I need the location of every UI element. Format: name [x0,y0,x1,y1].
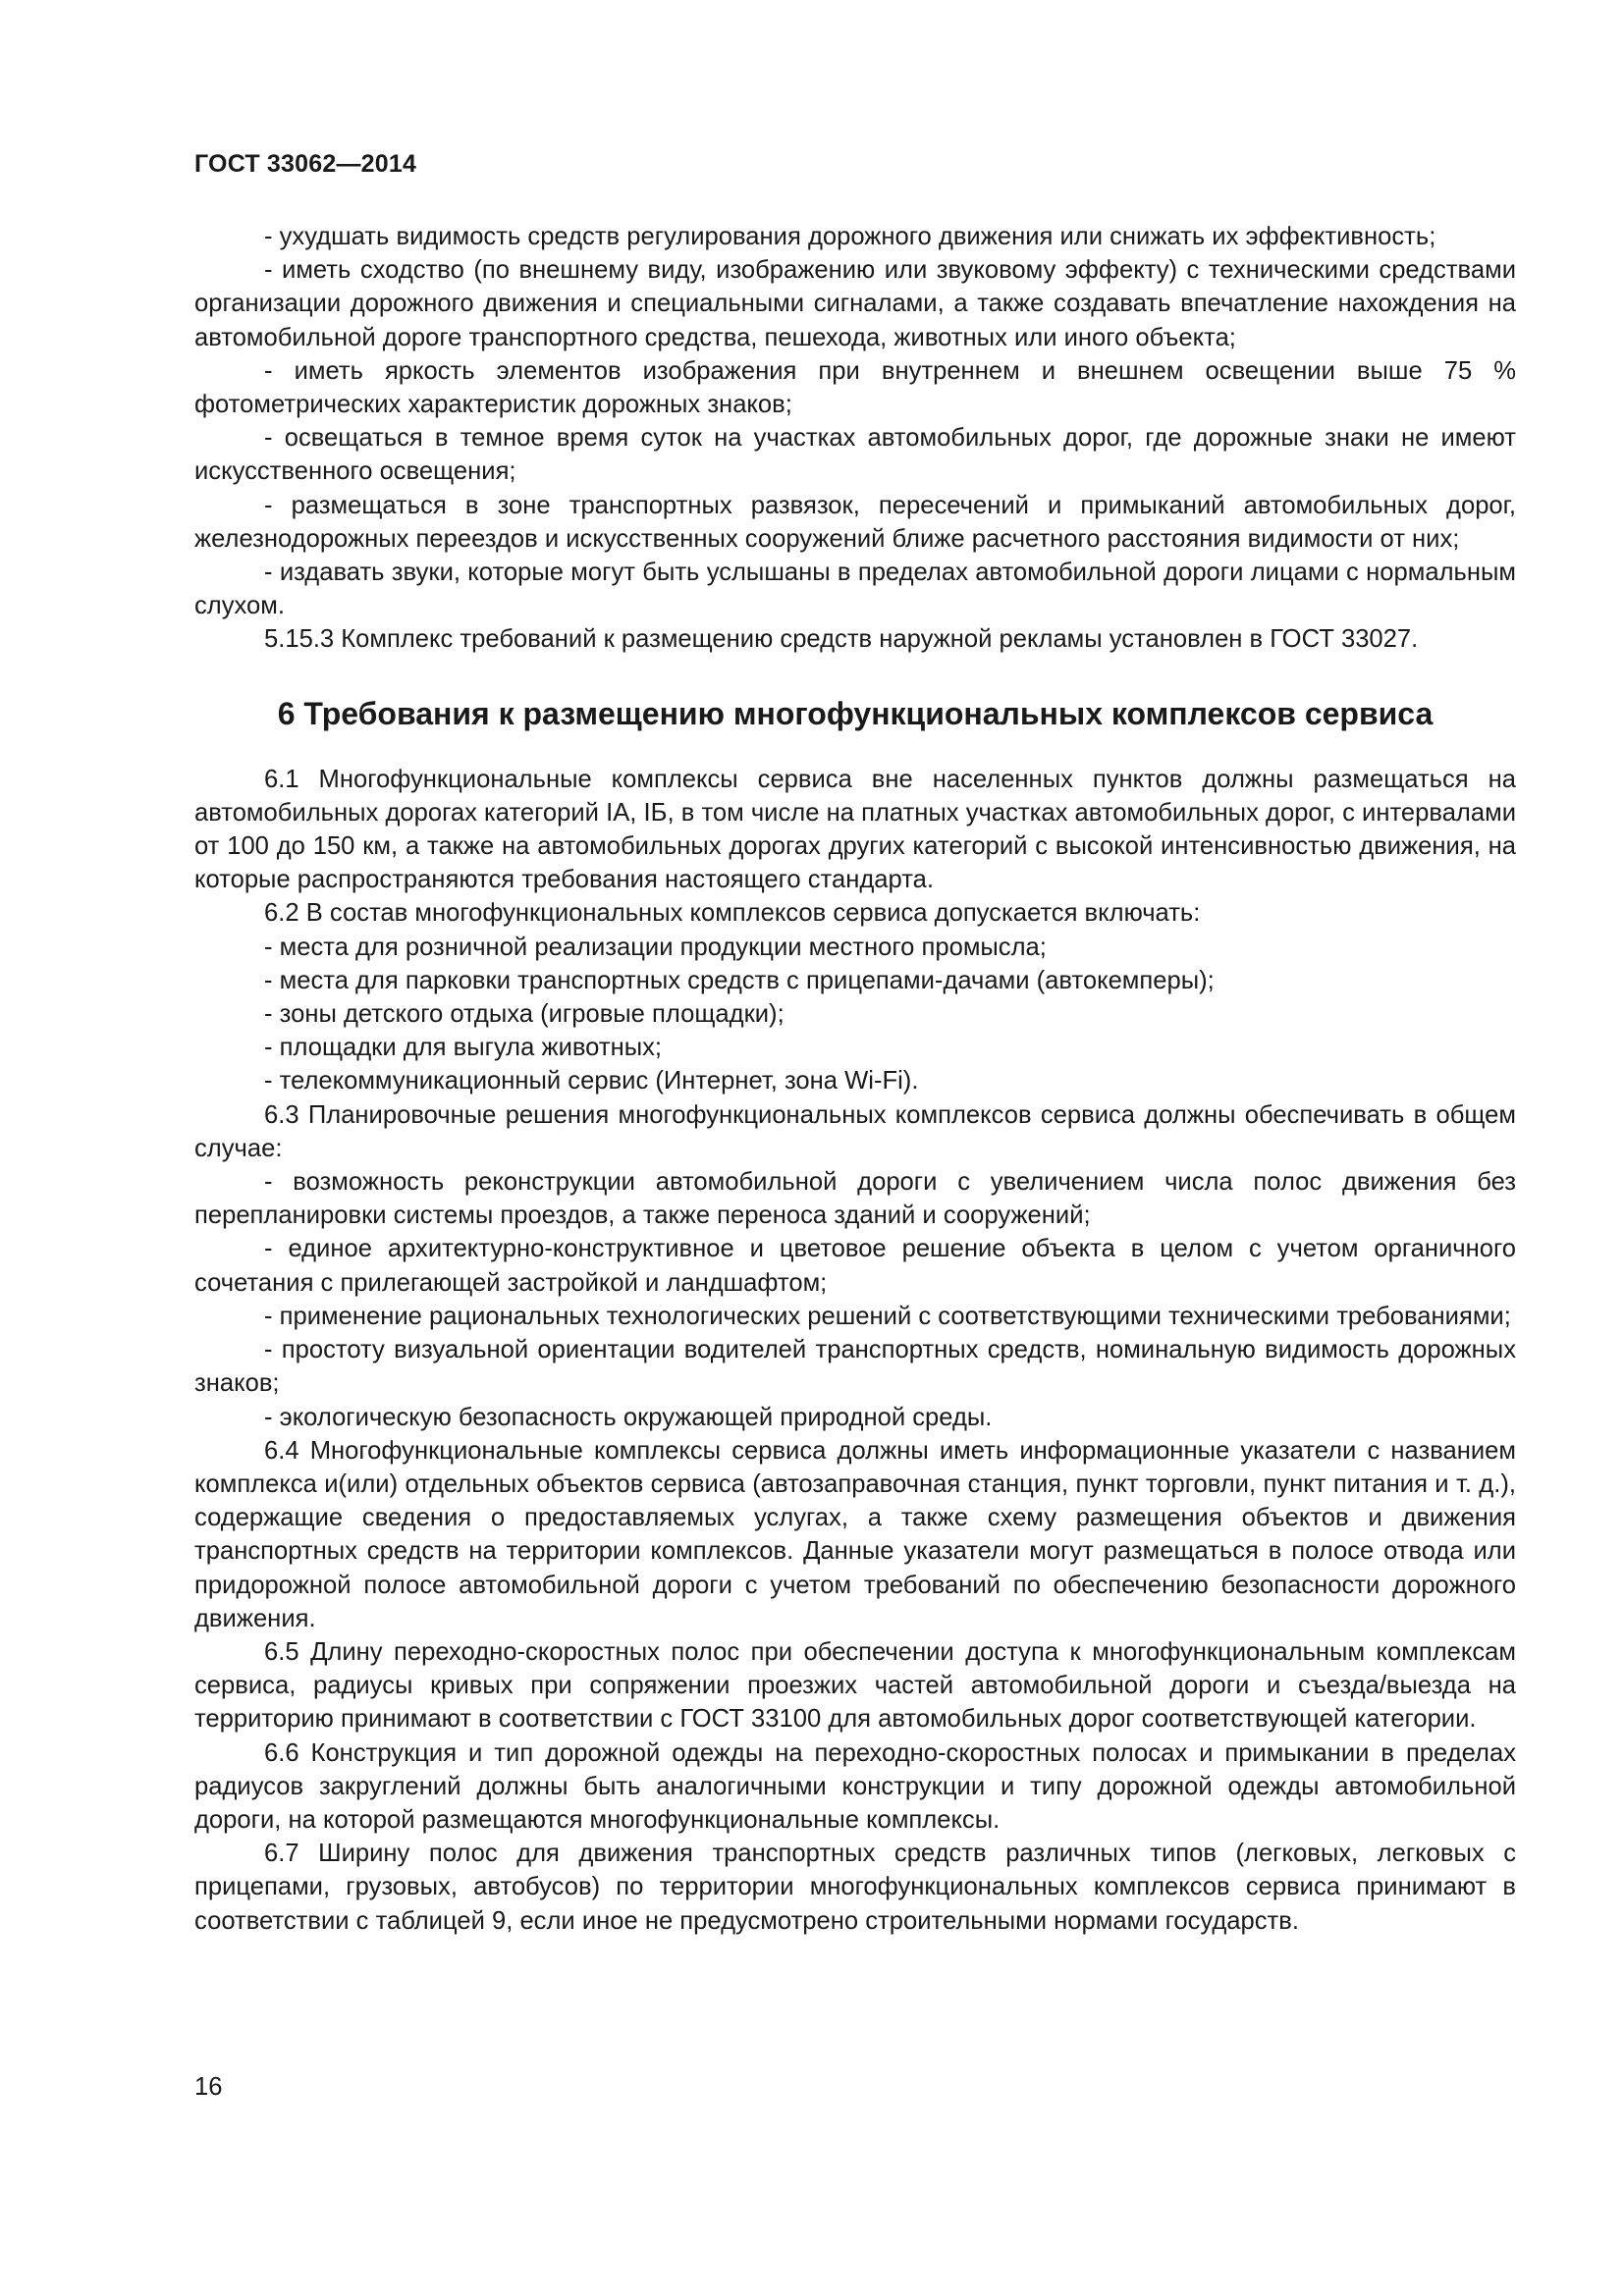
list-item: - возможность реконструкции автомобильной дороги с увеличением числа полос движения без перепланировки системы проездов, а также переноса зданий и сооружений; [194,1168,1516,1230]
list-item: - экологическую безопасность окружающей природной среды. [264,1403,993,1431]
list-item: - площадки для выгула животных; [264,1034,663,1062]
list-item: - зоны детского отдыха (игровые площадки); [264,1000,785,1029]
page-number: 16 [194,2073,223,2101]
clause-6-2: 6.2 В состав многофункциональных комплексов сервиса допускается включать: [264,899,1201,928]
section-6-heading: 6 Требования к размещению многофункциональных комплексов сервиса [277,695,1434,731]
list-item: - места для парковки транспортных средств с прицепами-дачами (автокемперы); [264,966,1215,994]
list-item: - простоту визуальной ориентации водителей транспортных средств, номинальную видимость дорожных знаков; [194,1336,1516,1398]
clause-5-15-3: 5.15.3 Комплекс требований к размещению средств наружной рекламы установлен в ГОСТ 33027. [264,625,1419,654]
clause-6-6: 6.6 Конструкция и тип дорожной одежды на переходно-скоростных полосах и примыкании в пределах радиусов закруглений должны быть аналогичными конструкции и типу дорожной одежды автомобильной дороги, на которой размещаются многофункциональные комплексы. [194,1738,1516,1834]
list-item: - издавать звуки, которые могут быть услышаны в пределах автомобильной дороги лицами с нормальным слухом. [194,559,1516,620]
list-item: - размещаться в зоне транспортных развязок, пересечений и примыканий автомобильных дорог, железнодорожных переездов и искусственных сооружений ближе расчетного расстояния видимости от них; [194,491,1516,553]
list-item: - иметь сходство (по внешнему виду, изображению или звуковому эффекту) с техническими средствами организации дорожного движения и специальными сигналами, а также создавать впечатление нахождения на автомобильной дороге транспортного средства, пешехода, животных или иного объекта; [194,256,1516,351]
clause-6-5: 6.5 Длину переходно-скоростных полос при обеспечении доступа к многофункциональным комплексам сервиса, радиусы кривых при сопряжении проезжих частей автомобильной дороги и съезда/выезда на территорию принимают в соответствии с ГОСТ 33100 для автомобильных дорог соответствующей категории. [194,1637,1516,1734]
list-item: - единое архитектурно-конструктивное и цветовое решение объекта в целом с учетом органичного сочетания с прилегающей застройкой и ландшафтом; [194,1235,1516,1297]
list-item: - места для розничной реализации продукции местного промысла; [264,933,1047,961]
list-item: - телекоммуникационный сервис (Интернет, зона Wi-Fi). [264,1067,919,1095]
list-item: - освещаться в темное время суток на участках автомобильных дорог, где дорожные знаки не имеют искусственного освещения; [194,424,1516,486]
clause-6-1: 6.1 Многофункциональные комплексы сервиса вне населенных пунктов должны размещаться на автомобильных дорогах категорий IA, IБ, в том числе на платных участках автомобильных дорог, с интервалами от 100 до 150 км, а также на автомобильных дорогах других категорий с высокой интенсивностью движения, на которые распространяются требования настоящего стандарта. [194,765,1516,894]
list-item: - ухудшать видимость средств регулирования дорожного движения или снижать их эффективность; [264,223,1436,250]
clause-6-7: 6.7 Ширину полос для движения транспортных средств различных типов (легковых, легковых с прицепами, грузовых, автобусов) по территории многофункциональных комплексов сервиса принимают в соответствии с таблицей 9, если иное не предусмотрено строительными нормами государств. [194,1840,1516,1935]
document-body [194,220,1516,1938]
clause-6-4: 6.4 Многофункциональные комплексы сервиса должны иметь информационные указатели с названием комплекса и(или) отдельных объектов сервиса (автозаправочная станция, пункт торговли, пункт питания и т. д.), содержащие сведения о предоставляемых услугах, а также схему размещения объектов и движения транспортных средств на территории комплексов. Данные указатели могут размещаться в полосе отвода или придорожной полосе автомобильной дороги с учетом требований по обеспечению безопасности дорожного движения. [194,1436,1516,1632]
clause-6-3: 6.3 Планировочные решения многофункциональных комплексов сервиса должны обеспечивать в общем случае: [194,1100,1516,1162]
document-code-header: ГОСТ 33062—2014 [194,150,417,178]
list-item: - иметь яркость элементов изображения при внутреннем и внешнем освещении выше 75 % фотометрических характеристик дорожных знаков; [194,356,1516,419]
list-item: - применение рациональных технологических решений с соответствующими техническими требованиями; [264,1302,1511,1330]
